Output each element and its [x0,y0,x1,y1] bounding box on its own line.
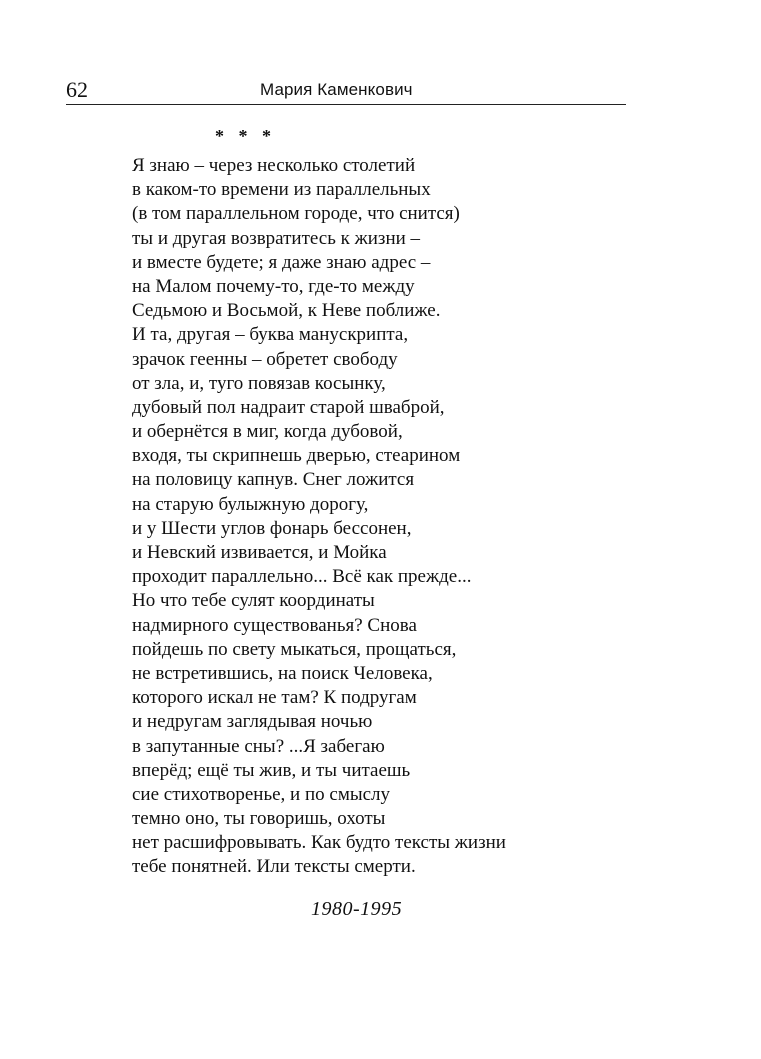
poem-text [132,154,506,880]
poem-line: которого искал не там? К подругам [132,687,417,709]
poem-line: Седьмою и Восьмой, к Неве поближе. [132,300,441,322]
poem-line: не встретившись, на поиск Человека, [132,662,433,684]
poem-line: и Невский извивается, и Мойка [132,542,387,563]
poem-line: на половицу капнув. Снег ложится [132,469,415,491]
poem-line: зрачок геенны – обретет свободу [132,348,398,370]
poem-line: тебе понятней. Или тексты смерти. [132,856,416,878]
poem-line: нет расшифровывать. Как будто тексты жизни [132,832,506,854]
poem-date: 1980-1995 [311,898,403,920]
poem-line: вперёд; ещё ты жив, и ты читаешь [132,759,411,781]
poem-line: ты и другая возвратитесь к жизни – [132,227,421,249]
poem-line: и обернётся в миг, когда дубовой, [132,421,403,443]
poem-line: на старую булыжную дорогу, [132,493,369,515]
poem-line: (в том параллельном городе, что снится) [132,203,460,225]
poem-separator: * * * [215,126,276,146]
poem-line: Я знаю – через несколько столетий [132,155,416,176]
poem-line: в каком-то времени из параллельных [132,179,431,201]
poem-line: входя, ты скрипнешь дверью, стеарином [132,445,461,467]
poem-line: пойдешь по свету мыкаться, прощаться, [132,638,457,660]
page-number: 62 [66,77,88,102]
running-title: Мария Каменкович [260,80,413,99]
poem-line: темно оно, ты говоришь, охоты [132,808,386,830]
poem-line: и вместе будете; я даже знаю адрес – [132,251,431,273]
poem-line: и недругам заглядывая ночью [132,711,373,733]
poem-line: И та, другая – буква манускрипта, [132,324,409,346]
poem-line: проходит параллельно... Всё как прежде... [132,566,472,588]
poem-line: сие стихотворенье, и по смыслу [132,783,391,805]
poem-line: дубовый пол надраит старой шваброй, [132,396,445,418]
poem-line: на Малом почему-то, где-то между [132,275,415,297]
poem-line: и у Шести углов фонарь бессонен, [132,517,412,539]
poem-line: Но что тебе сулят координаты [132,590,375,612]
poem-line: надмирного существованья? Снова [132,614,417,636]
poem-line: от зла, и, туго повязав косынку, [132,372,386,394]
page-header [66,74,626,105]
poem-line: в запутанные сны? ...Я забегаю [132,735,385,757]
